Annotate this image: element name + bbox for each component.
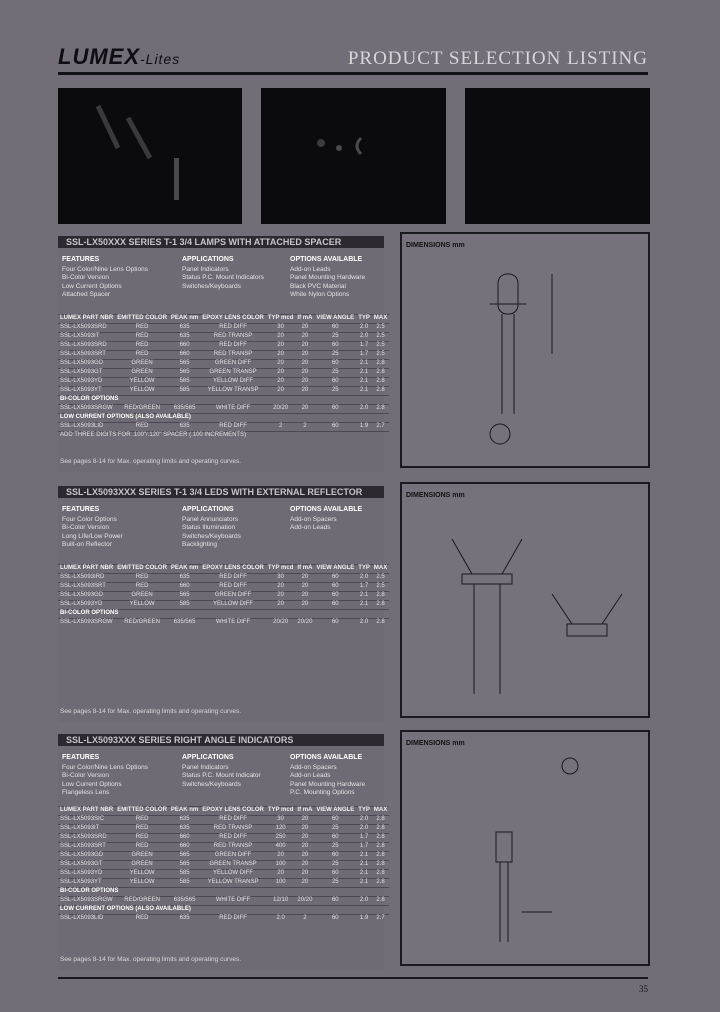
features-list: FEATURES Four Color Options Bi-Color Version Long Life/Low Power Built-on Reflector — [62, 506, 123, 549]
dimensions-panel-1: DIMENSIONS mm — [400, 232, 650, 468]
options-list: OPTIONS AVAILABLE Add-on Spacers Add-on Leads Panel Mounting Hardware P.C. Mounting Options — [290, 754, 366, 797]
table-header-row: LUMEX PART NBR EMITTED COLOR PEAK nm EPOXY LENS COLOR TYP mcd If mA VIEW ANGLE TYP MAX — [60, 315, 388, 321]
table-subheader: BI-COLOR OPTIONS — [60, 396, 119, 402]
table-row: SSL-LX5093SRT RED 660 RED TRANSP 20 20 25 1.7 2.5 — [60, 351, 385, 357]
table-row: SSL-LX5093SRD RED 660 RED DIFF 20 20 60 1.7 2.5 — [60, 342, 385, 348]
part-table — [58, 564, 389, 627]
table-row: SSL-LX5093IT RED 635 RED TRANSP 20 20 25 2.0 2.5 — [60, 333, 385, 339]
table-row: SSL-LX5093SIC RED 635 RED DIFF 30 20 60 2.0 2.8 — [60, 816, 385, 822]
table-header-row: LUMEX PART NBR EMITTED COLOR PEAK nm EPOXY LENS COLOR TYP mcd If mA VIEW ANGLE TYP MAX — [60, 565, 388, 571]
product-photo-1 — [58, 88, 242, 224]
options-list: OPTIONS AVAILABLE Add-on Leads Panel Mounting Hardware Black PVC Material White Nylon Options — [290, 256, 366, 299]
table-row: SSL-LX5093GD GREEN 565 GREEN DIFF 20 20 60 2.1 2.8 — [60, 592, 385, 598]
table-row: SSL-LX5093SRGW RED/GREEN 635/565 WHITE DIFF 20/20 20/20 60 2.0 2.8 — [60, 619, 385, 625]
table-row: SSL-LX5093SRD RED 660 RED DIFF 250 20 60 1.7 2.8 — [60, 834, 385, 840]
table-row: SSL-LX5093YD YELLOW 585 YELLOW DIFF 20 20 60 2.1 2.8 — [60, 601, 385, 607]
section-banner: SSL-LX50XXX SERIES T-1 3/4 LAMPS WITH ATTACHED SPACER — [58, 236, 384, 248]
table-row: SSL-LX5093GT GREEN 565 GREEN TRANSP 100 20 25 2.1 2.8 — [60, 861, 385, 867]
table-row: SSL-LX5093GD GREEN 565 GREEN DIFF 20 20 60 2.1 2.8 — [60, 360, 385, 366]
header-rule — [58, 72, 648, 75]
dimensions-panel-2: DIMENSIONS mm — [400, 482, 650, 718]
page-title: PRODUCT SELECTION LISTING — [347, 48, 648, 69]
product-section-3 — [58, 734, 388, 970]
section-note: See pages 8-14 for Max. operating limits and operating curves. — [60, 956, 242, 963]
table-row: SSL-LX5093YT YELLOW 585 YELLOW TRANSP 20 20 25 2.1 2.8 — [60, 387, 385, 393]
table-header-row: LUMEX PART NBR EMITTED COLOR PEAK nm EPOXY LENS COLOR TYP mcd If mA VIEW ANGLE TYP MAX — [60, 807, 388, 813]
applications-list: APPLICATIONS Panel Indicators Status P.C. Mount Indicator Switches/Keyboards — [182, 754, 261, 788]
table-row: SSL-LX5093SRT RED 660 RED TRANSP 400 20 25 1.7 2.8 — [60, 843, 385, 849]
product-photo-3 — [465, 88, 650, 224]
table-row: ADD THREE DIGITS FOR .100"/.120" SPACER (.100 INCREMENTS) — [60, 432, 247, 438]
table-row: SSL-LX5093SRGW RED/GREEN 635/565 WHITE DIFF 20/20 20 60 2.0 2.8 — [60, 405, 385, 411]
footer-rule — [58, 977, 648, 979]
table-row: SSL-LX5093SRD RED 635 RED DIFF 30 20 60 2.0 2.5 — [60, 324, 385, 330]
section-banner: SSL-LX5093XXX SERIES T-1 3/4 LEDS WITH EXTERNAL REFLECTOR — [58, 486, 384, 498]
table-row: SSL-LX5093GD GREEN 565 GREEN DIFF 20 20 60 2.1 2.8 — [60, 852, 385, 858]
table-subheader: LOW CURRENT OPTIONS (ALSO AVAILABLE) — [60, 906, 191, 912]
table-row: SSL-LX5093SRGW RED/GREEN 635/565 WHITE DIFF 12/10 20/20 60 2.0 2.8 — [60, 897, 385, 903]
part-table — [58, 314, 389, 440]
product-section-1 — [58, 236, 388, 472]
table-row: SSL-LX5093IRD RED 635 RED DIFF 30 20 60 2.0 2.5 — [60, 574, 385, 580]
table-subheader: BI-COLOR OPTIONS — [60, 610, 119, 616]
lumex-logo: LUMEX-Lites — [58, 44, 181, 69]
section-note: See pages 8-14 for Max. operating limits and operating curves. — [60, 458, 242, 465]
section-note: See pages 8-14 for Max. operating limits and operating curves. — [60, 708, 242, 715]
table-row: SSL-LX5093YD YELLOW 585 YELLOW DIFF 20 20 60 2.1 2.8 — [60, 870, 385, 876]
part-table — [58, 806, 389, 923]
product-photo-2 — [261, 88, 446, 224]
table-subheader: LOW CURRENT OPTIONS (ALSO AVAILABLE) — [60, 414, 191, 420]
table-row: SSL-LX5093IT RED 635 RED TRANSP 120 20 25 2.0 2.8 — [60, 825, 385, 831]
section-banner: SSL-LX5093XXX SERIES RIGHT ANGLE INDICATORS — [58, 734, 384, 746]
dimensions-panel-3: DIMENSIONS mm — [400, 730, 650, 966]
applications-list: APPLICATIONS Panel Annunciators Status Illumination Switches/Keyboards Backlighting — [182, 506, 241, 549]
applications-list: APPLICATIONS Panel Indicators Status P.C. Mount Indicators Switches/Keyboards — [182, 256, 264, 290]
table-subheader: BI-COLOR OPTIONS — [60, 888, 119, 894]
features-list: FEATURES Four Color/Nine Lens Options Bi-Color Version Low Current Options Attached Spacer — [62, 256, 148, 299]
features-list: FEATURES Four Color/Nine Lens Options Bi-Color Version Low Current Options Flangeless Lens — [62, 754, 148, 797]
table-row: SSL-LX5093GT GREEN 565 GREEN TRANSP 20 20 25 2.1 2.8 — [60, 369, 385, 375]
table-row: SSL-LX5093LID RED 635 RED DIFF 2 2 60 1.9 2.7 — [60, 423, 385, 429]
table-row: SSL-LX5093YT YELLOW 585 YELLOW TRANSP 100 20 25 2.1 2.8 — [60, 879, 385, 885]
options-list: OPTIONS AVAILABLE Add-on Spacers Add-on Leads — [290, 506, 363, 532]
product-section-2 — [58, 486, 388, 722]
table-row: SSL-LX5093SRT RED 660 RED DIFF 20 20 60 1.7 2.5 — [60, 583, 385, 589]
table-row: SSL-LX5093YD YELLOW 585 YELLOW DIFF 20 20 60 2.1 2.8 — [60, 378, 385, 384]
page-number: 35 — [639, 984, 648, 994]
table-row: SSL-LX5093LID RED 635 RED DIFF 2.0 2 60 1.9 2.7 — [60, 915, 385, 921]
